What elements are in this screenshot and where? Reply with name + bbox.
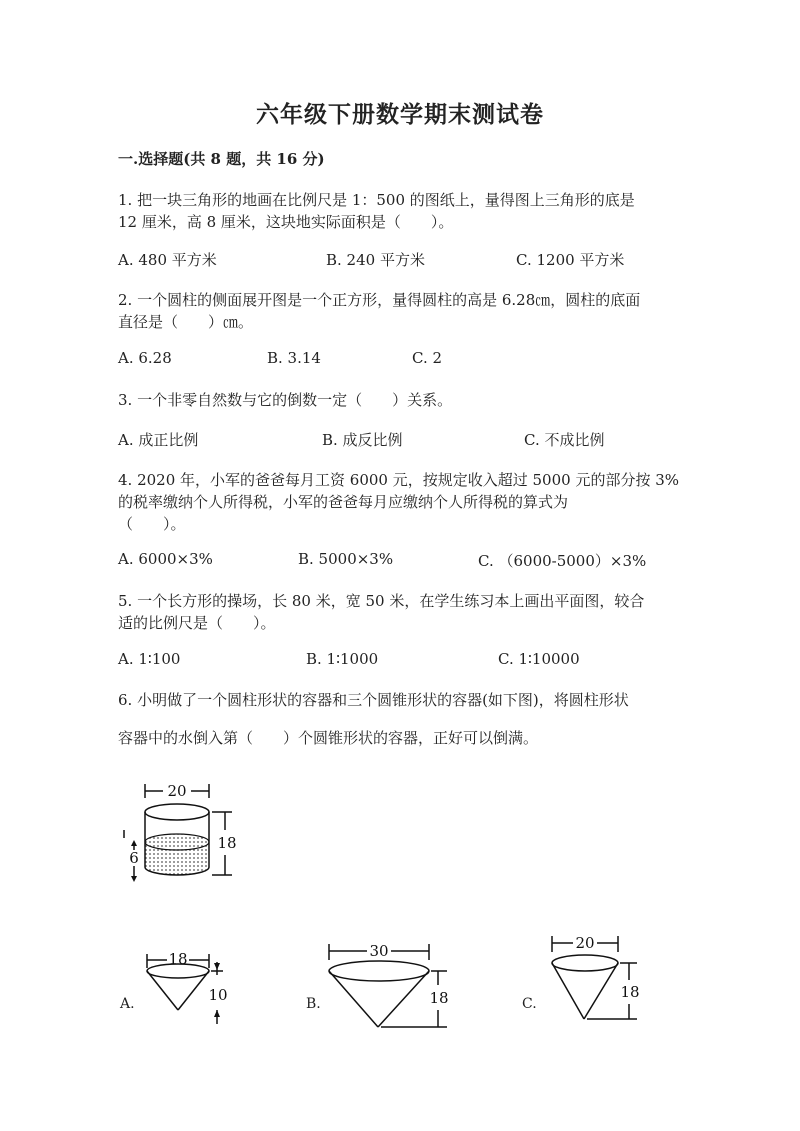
question-4-line-1: 4. 2020 年，小军的爸爸每月工资 6000 元，按规定收入超过 5000 元的部分按 3% <box>118 471 680 489</box>
question-4-option-b[interactable]: B. 5000×3% <box>298 550 394 568</box>
question-6-line-1: 6. 小明做了一个圆柱形状的容器和三个圆锥形状的容器(如下图)，将圆柱形状 <box>118 691 629 709</box>
page-title: 六年级下册数学期末测试卷 <box>256 101 544 128</box>
question-1-option-c[interactable]: C. 1200 平方米 <box>516 251 625 269</box>
question-1-option-a[interactable]: A. 480 平方米 <box>118 251 217 269</box>
question-4-option-c[interactable]: C. （6000-5000）×3% <box>478 552 647 570</box>
question-2-option-a[interactable]: A. 6.28 <box>118 349 172 367</box>
cone-b-figure <box>325 938 460 1033</box>
question-2-line-2: 直径是（ ）㎝。 <box>118 313 254 331</box>
cone-a-diameter-label: 18 <box>168 950 188 968</box>
cone-b-diameter-label: 30 <box>369 942 389 960</box>
cone-a-label[interactable]: A. <box>120 996 135 1012</box>
question-5-line-1: 5. 一个长方形的操场，长 80 米，宽 50 米，在学生练习本上画出平面图，较合 <box>118 592 645 610</box>
cone-c-diameter-label: 20 <box>575 934 595 952</box>
question-3-option-a[interactable]: A. 成正比例 <box>118 431 199 449</box>
question-1-option-b[interactable]: B. 240 平方米 <box>326 251 425 269</box>
cylinder-water-label: 6 <box>129 849 139 867</box>
question-5-option-c[interactable]: C. 1∶10000 <box>498 650 580 668</box>
cone-b-label[interactable]: B. <box>306 996 321 1012</box>
cylinder-figure <box>120 780 250 885</box>
question-4-line-2: 的税率缴纳个人所得税，小军的爸爸每月应缴纳个人所得税的算式为 <box>118 493 569 511</box>
question-1-line-1: 1. 把一块三角形的地画在比例尺是 1：500 的图纸上，量得图上三角形的底是 <box>118 191 635 209</box>
question-2-line-1: 2. 一个圆柱的侧面展开图是一个正方形，量得圆柱的高是 6.28㎝，圆柱的底面 <box>118 291 641 309</box>
question-4-line-3: （ ）。 <box>118 515 186 533</box>
cone-c-height-label: 18 <box>620 983 640 1001</box>
question-5-option-a[interactable]: A. 1∶100 <box>118 650 181 668</box>
cone-a-figure <box>143 948 238 1028</box>
question-2-option-c[interactable]: C. 2 <box>412 349 443 367</box>
question-5-option-b[interactable]: B. 1∶1000 <box>306 650 379 668</box>
cone-b-height-label: 18 <box>429 989 449 1007</box>
question-3-line-1: 3. 一个非零自然数与它的倒数一定（ ）关系。 <box>118 391 453 409</box>
cone-c-label[interactable]: C. <box>522 996 537 1012</box>
cylinder-height-label: 18 <box>217 834 237 852</box>
question-4-option-a[interactable]: A. 6000×3% <box>118 550 213 568</box>
section-heading: 一.选择题(共 8 题，共 16 分) <box>118 150 325 168</box>
question-5-line-2: 适的比例尺是（ ）。 <box>118 614 276 632</box>
question-1-line-2: 12 厘米，高 8 厘米，这块地实际面积是（ ）。 <box>118 213 454 231</box>
question-2-option-b[interactable]: B. 3.14 <box>267 349 321 367</box>
cone-c-figure <box>545 930 655 1030</box>
question-3-option-c[interactable]: C. 不成比例 <box>524 431 605 449</box>
cone-a-height-label: 10 <box>208 986 228 1004</box>
question-6-line-2: 容器中的水倒入第（ ）个圆锥形状的容器，正好可以倒满。 <box>118 729 539 747</box>
cylinder-diameter-label: 20 <box>167 782 187 800</box>
question-3-option-b[interactable]: B. 成反比例 <box>322 431 403 449</box>
